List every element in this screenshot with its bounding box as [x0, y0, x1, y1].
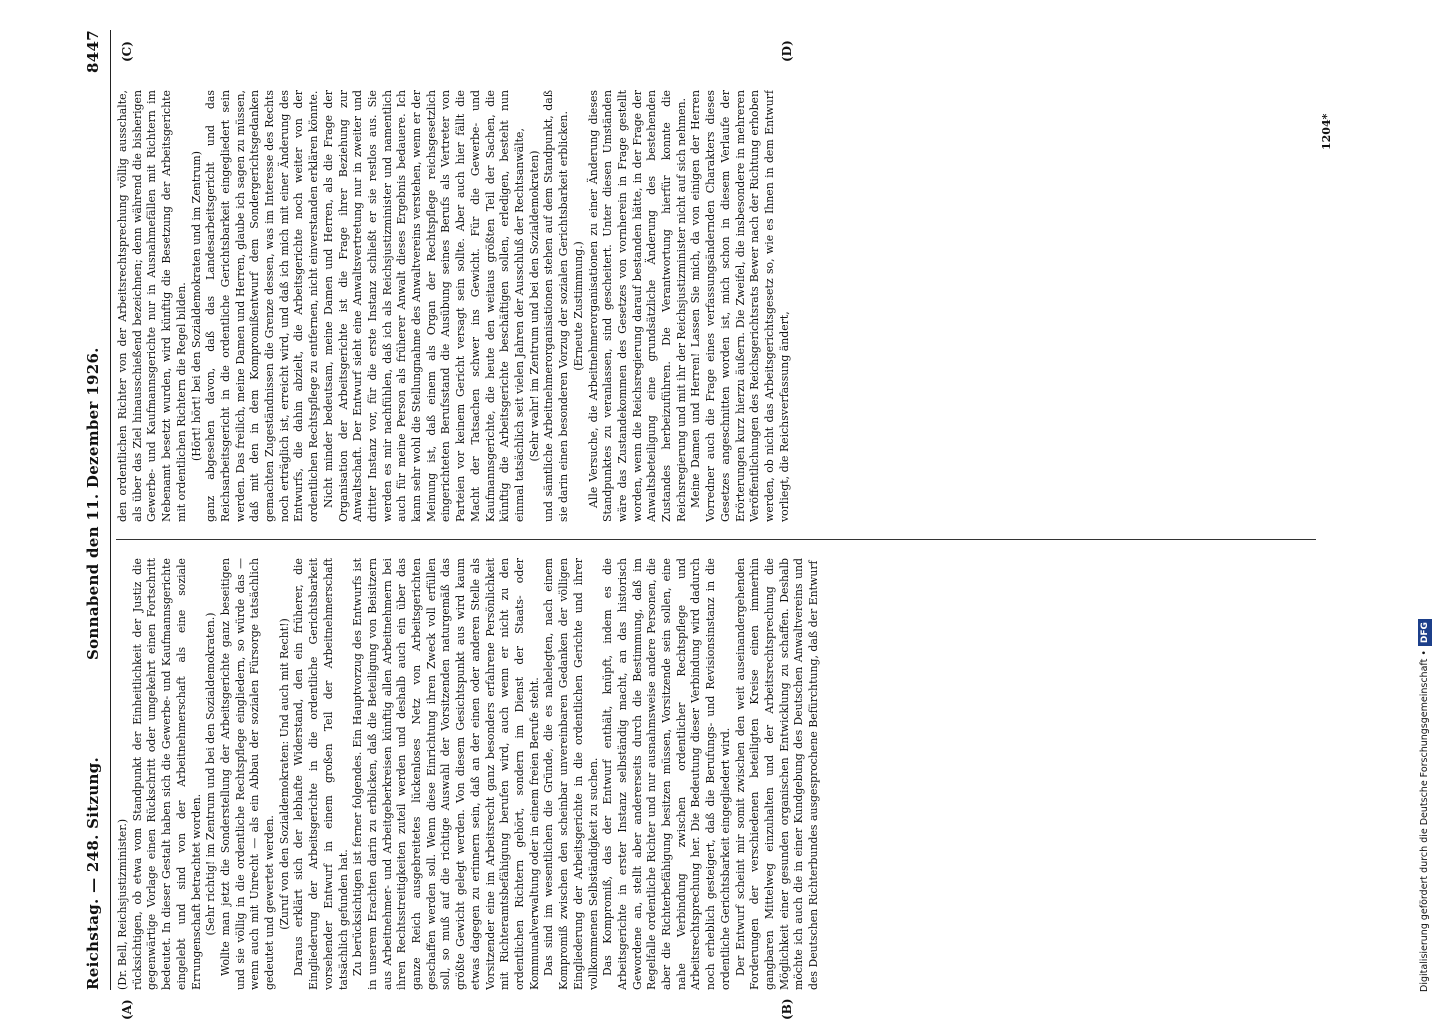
margin-mark-b: (B): [780, 999, 794, 1020]
page-number: 8447: [84, 30, 102, 73]
header-left: Reichstag. — 248. Sitzung.: [84, 757, 102, 990]
paragraph: Das sind im wesentlichen die Gründe, die es nahelegten, nach einem Kompromiß zwischen den scheinbar unvereinbaren Gedanken der völligen Eingliederung der Arbeitsgerichte in die ordentlichen Gerichte und ihrer vollkommenen Selbständigkeit zu suchen.: [542, 558, 601, 990]
rotated-page: [80, 30, 1340, 990]
header-date: Sonnabend den 11. Dezember 1926.: [84, 347, 102, 660]
paragraph: Zu berücksichtigen ist ferner folgendes. Ein Hauptvorzug des Entwurfs ist in unserem Erachten darin zu erblicken, daß die Beteiligung von Beisitzern aus Arbeitnehmer- und Arbeitgeberkreisen künftig allen Arbeitnehmern bei ihren Rechtsstreitigkeiten zuteil werden und deshalb auch ein über das ganze Reich ausgebreitetes lückenloses Netz von Arbeitsgerichten geschaffen werden soll. Wenn diese Einrichtung ihren Zweck voll erfüllen soll, so muß auf die richtige Auswahl der Vorsitzenden naturgemäß das größte Gewicht gelegt werden. Von diesem Gesichtspunkt aus wird kaum etwas dagegen zu erinnern sein, daß an der einen oder anderen Stelle als Vorsitzender eine im Arbeitsrecht ganz besonders erfahrene Persönlichkeit mit Richteramtsbefähigung berufen wird, auch wenn er nicht zu den ordentlichen Richtern gehört, sondern im Dienst der Staats- oder Kommunalverwaltung oder in einem freien Berufe steht.: [351, 558, 542, 990]
paragraph: Alle Versuche, die Arbeitnehmerorganisationen zu einer Änderung dieses Standpunktes zu veranlassen, sind gescheitert. Unter diesen Umständen wäre das Zustandekommen des Gesetzes von vornherein in Frage gestellt worden, wenn die Reichsregierung darauf bestanden hätte, in der Frage der Anwaltsbeteiligung eine grundsätzliche Änderung des bestehenden Zustandes herbeizuführen. Die Verantwortung hierfür konnte die Reichsregierung und mit ihr der Reichsjustizminister nicht auf sich nehmen.: [587, 90, 690, 522]
paragraph: Nicht minder bedeutsam, meine Damen und Herren, als die Frage der Organisation der Arbeitsgerichte ist die Frage ihrer Beziehung zur Anwaltschaft. Der Entwurf sieht eine Anwaltsvertretung nur in zweiter und dritter Instanz vor, für die erste Instanz schließt er sie restlos aus. Sie werden es mir nachfühlen, daß ich als Reichsjustizminister und namentlich auch für meine Person als früherer Anwalt dieses Ergebnis bedauere. Ich kann sehr wohl die Stellungnahme des Anwaltvereins verstehen, wenn er der Meinung ist, daß einem als Organ der Rechtspflege reichsgesetzlich eingerichteten Berufsstand die Ausübung seines Berufs als Vertreter von Parteien vor keinem Gericht versagt sein sollte. Aber auch hier fällt die Macht der Tatsachen schwer ins Gewicht. Für die Gewerbe- und Kaufmannsgerichte, die heute den weitaus größten Teil der Sachen, die künftig die Arbeitsgerichte beschäftigen sollen, erledigen, besteht nun einmal tatsächlich seit vielen Jahren der Ausschluß der Rechtsanwälte,: [322, 90, 528, 522]
paragraph: ganz abgesehen davon, daß das Landesarbeitsgericht und das Reichsarbeitsgericht in die ordentliche Gerichtsbarkeit eingegliedert sein werden. Das freilich, meine Damen und Herren, glaube ich sagen zu müssen, daß mit den in dem Kompromißentwurf dem Sondergerichtsgedanken gemachten Zugeständnissen die Grenze dessen, was im Interesse des Rechts noch erträglich ist, erreicht wird, und daß ich mich mit einer Änderung des Entwurfs, die dahin abzielt, die Arbeitsgerichte noch weiter von der ordentlichen Rechtspflege zu entfernen, nicht einverstanden erklären könnte.: [204, 90, 322, 522]
paragraph: den ordentlichen Richter von der Arbeitsrechtsprechung völlig ausschalte, als über das Ziel hinausschießend bezeichnen; denn während die bisherigen Gewerbe- und Kaufmannsgerichte nur in Ausnahmefällen mit Richtern im Nebenamt besetzt wurden, wird künftig die Besetzung der Arbeitsgerichte mit ordentlichen Richtern die Regel bilden.: [116, 90, 190, 522]
paragraph: rücksichtigen, ob etwa vom Standpunkt der Einheitlichkeit der Justiz die gegenwärtige Vorlage einen Rückschritt oder umgekehrt einen Fortschritt bedeutet. In dieser Gestalt haben sich die Gewerbe- und Kaufmannsgerichte eingelebt und sind von der Arbeitnehmerschaft als eine soziale Errungenschaft betrachtet worden.: [131, 558, 205, 990]
paragraph: Meine Damen und Herren! Lassen Sie mich, da von einigen der Herren Vorredner auch die Frage eines verfassungsändernden Charakters dieses Gesetzes angeschnitten worden ist, mich schon in diesem Verlaufe der Erörterungen kurz hierzu äußern. Die Zweifel, die insbesondere in mehreren Veröffentlichungen des Reichsgerichtsrats Bewer nach der Richtung erhoben werden, ob nicht das Arbeitsgerichtsgesetz so, wie es Ihnen in dem Entwurf vorliegt, die Reichsverfassung ändert,: [689, 90, 792, 522]
margin-mark-d: (D): [780, 40, 794, 62]
interjection: (Zuruf von den Sozialdemokraten: Und auch mit Recht!): [278, 558, 293, 990]
margin-mark-c: (C): [120, 41, 134, 62]
interjection: (Erneute Zustimmung.): [572, 90, 587, 522]
funding-text: Digitalisierung gefördert durch die Deutsche Forschungsgemeinschaft •: [1419, 650, 1430, 992]
page-header: [80, 30, 108, 990]
paragraph: Daraus erklärt sich der lebhafte Widerstand, den ein früherer, die Eingliederung der Arbeitsgerichte in die ordentliche Gerichtsbarkeit vorsehender Entwurf in einem großen Teil der Arbeitnehmerschaft tatsächlich gefunden hat.: [292, 558, 351, 990]
margin-mark-a: (A): [120, 999, 134, 1020]
interjection: (Sehr wahr! im Zentrum und bei den Sozialdemokraten): [528, 90, 543, 522]
interjection: (Hört! hört! bei den Sozialdemokraten und im Zentrum): [190, 90, 205, 522]
paragraph: Wollte man jetzt die Sonderstellung der Arbeitsgerichte ganz beseitigen und sie völlig in die ordentliche Rechtspflege eingliedern, so würde das — wenn auch mit Unrecht — als ein Abbau der sozialen Fürsorge tatsächlich gedeutet und gewertet werden.: [219, 558, 278, 990]
right-column: [116, 90, 1316, 522]
speaker-intro: (Dr. Bell, Reichsjustizminister.): [116, 558, 131, 990]
dfg-logo: DFG: [1418, 619, 1432, 646]
interjection: (Sehr richtig! im Zentrum und bei den Sozialdemokraten.): [204, 558, 219, 990]
paragraph: Der Entwurf scheint mir somit zwischen den weit auseinandergehenden Forderungen der verschiedenen beteiligten Kreise einen immerhin gangbaren Mittelweg einzuhalten und der Arbeitsrechtsprechung die Möglichkeit einer gesunden organischen Entwicklung zu schaffen. Deshalb möchte ich auch die in einer Kundgebung des Deutschen Anwaltvereins und des Deutschen Richterbundes ausgesprochene Befürchtung, daß der Entwurf: [734, 558, 822, 990]
funding-note: [1418, 8, 1432, 992]
header-rule: [110, 30, 111, 990]
paragraph: und sämtliche Arbeitnehmerorganisationen stehen auf dem Standpunkt, daß sie darin einen besonderen Vorzug der sozialen Gerichtsbarkeit erblicken.: [542, 90, 571, 522]
paragraph: Das Kompromiß, das der Entwurf enthält, knüpft, indem es die Arbeitsgerichte in erster Instanz selbständig macht, an das historisch Gewordene an, stellt aber andererseits durch die Bestimmung, daß im Regelfalle ordentliche Richter und nur ausnahmsweise andere Personen, die aber die Richterbefähigung besitzen müssen, Vorsitzende sein sollen, eine nahe Verbindung zwischen ordentlicher Rechtspflege und Arbeitsrechtsprechung her. Die Bedeutung dieser Verbindung wird dadurch noch erheblich gesteigert, daß die Berufungs- und Revisionsinstanz in die ordentliche Gerichtsbarkeit eingegliedert wird.: [601, 558, 733, 990]
column-divider: [116, 539, 1316, 540]
page-footer: 1204*: [1320, 114, 1333, 150]
left-column: [116, 558, 1316, 990]
